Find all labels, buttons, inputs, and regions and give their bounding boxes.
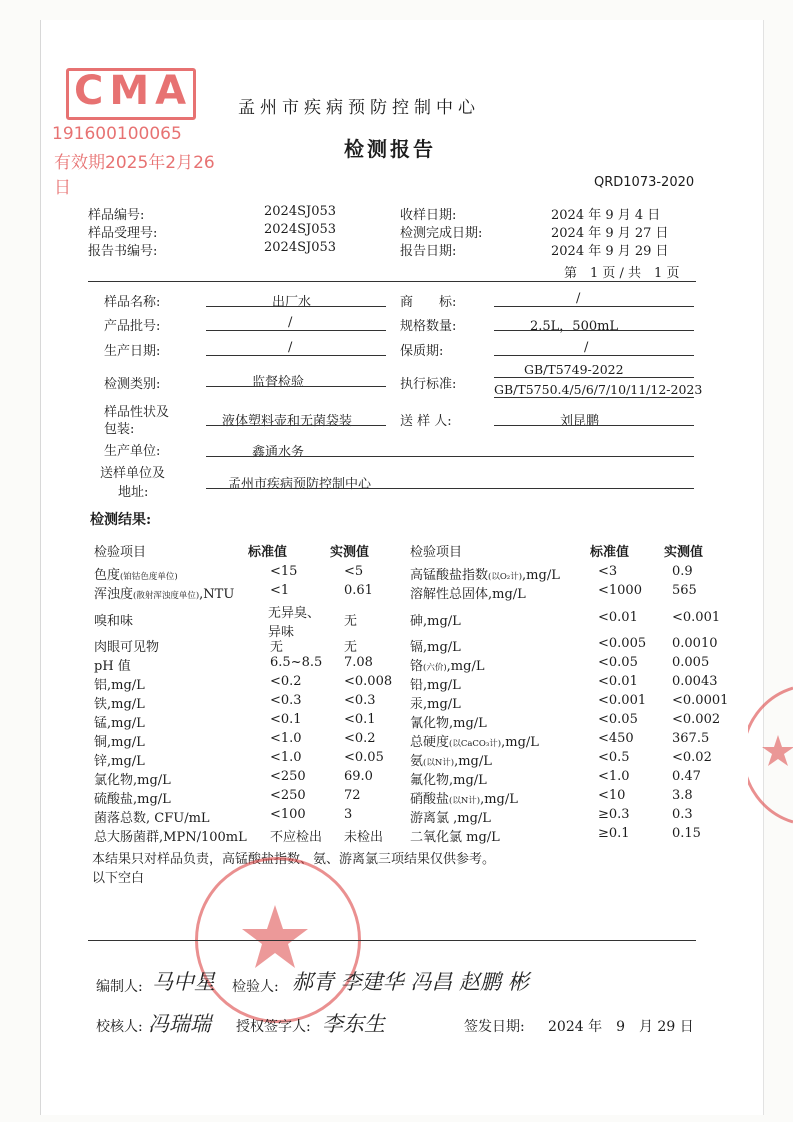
item-name: 锌,mg/L xyxy=(94,754,145,769)
batch-underline xyxy=(206,330,386,331)
name-value: 出厂水 xyxy=(272,295,312,310)
item-left xyxy=(94,693,145,712)
item-name: 硫酸盐,mg/L xyxy=(94,792,171,807)
item-right xyxy=(410,788,518,807)
measured-value: 7.08 xyxy=(344,655,373,670)
header-val-left: 实测值 xyxy=(330,545,370,560)
item-name: 嗅和味 xyxy=(94,614,134,629)
item-left xyxy=(94,807,210,826)
name-underline xyxy=(206,306,386,307)
measured-value: 0.0010 xyxy=(672,636,718,651)
item-note: (散射浑浊度单位) xyxy=(133,591,200,601)
report-no: 2024SJ053 xyxy=(264,240,337,255)
spec-underline xyxy=(494,330,694,331)
standard-value: ≥0.1 xyxy=(598,826,630,841)
pack-label-2: 包装: xyxy=(104,422,135,437)
accept-no: 2024SJ053 xyxy=(264,222,337,237)
header-val-right: 实测值 xyxy=(664,545,704,560)
item-right xyxy=(410,826,500,845)
standard-value: ≥0.3 xyxy=(598,807,630,822)
item-name: 氰化物,mg/L xyxy=(410,716,487,731)
results-title: 检测结果: xyxy=(90,512,152,528)
item-unit: ,mg/L xyxy=(446,659,485,674)
type-value: 监督检验 xyxy=(252,375,305,390)
header-item-right: 检验项目 xyxy=(410,545,463,560)
item-left xyxy=(94,712,145,731)
item-name: 高锰酸盐指数 xyxy=(410,568,489,583)
standard-value: <10 xyxy=(598,788,626,803)
item-name: 浑浊度 xyxy=(94,587,134,602)
spec-label: 规格数量: xyxy=(400,319,457,334)
item-name: 总大肠菌群,MPN/100mL xyxy=(94,830,247,845)
item-right xyxy=(410,655,484,674)
shelf-underline xyxy=(494,355,694,356)
standard-value: <0.5 xyxy=(598,750,630,765)
item-note: (铂钴色度单位) xyxy=(120,572,178,582)
standard-value-line: 异味 xyxy=(268,625,295,640)
item-name: 铬 xyxy=(410,659,424,674)
standard-value: <1.0 xyxy=(270,731,302,746)
divider-top xyxy=(88,281,696,282)
item-unit: ,NTU xyxy=(199,587,235,602)
standard-value: <0.2 xyxy=(270,674,302,689)
name-label: 样品名称: xyxy=(104,295,161,310)
standard-value: <250 xyxy=(270,769,306,784)
measured-value: <0.002 xyxy=(672,712,721,727)
standard-value-line: 无异臭、 xyxy=(268,606,321,621)
brand-underline xyxy=(494,306,694,307)
finish-date-label: 检测完成日期: xyxy=(400,226,483,241)
item-name: 铁,mg/L xyxy=(94,697,145,712)
item-name: 溶解性总固体,mg/L xyxy=(410,587,526,602)
item-name: 铜,mg/L xyxy=(94,735,145,750)
measured-value: <5 xyxy=(344,564,364,579)
standard-value: <100 xyxy=(270,807,306,822)
item-right xyxy=(410,610,461,629)
report-date-label: 报告日期: xyxy=(400,244,457,259)
standard-value: 不应检出 xyxy=(270,830,323,845)
measured-value: 0.61 xyxy=(344,583,373,598)
producer-label: 生产单位: xyxy=(104,444,161,459)
tester-label: 检验人: xyxy=(232,979,279,995)
side-seal xyxy=(748,680,793,830)
prod-date-underline xyxy=(206,355,386,356)
pack-value: 液体塑料壶和无菌袋装 xyxy=(222,414,353,429)
item-left xyxy=(94,610,133,629)
item-unit: ,mg/L xyxy=(480,792,518,807)
item-name: 氯化物,mg/L xyxy=(94,773,171,788)
header-std-left: 标准值 xyxy=(248,545,288,560)
cma-number: 191600100065 xyxy=(52,124,182,144)
type-underline xyxy=(206,386,386,387)
measured-value: <0.008 xyxy=(344,674,393,689)
shelf-label: 保质期: xyxy=(400,344,444,359)
shelf-value: / xyxy=(584,340,589,355)
divider-bottom xyxy=(88,940,696,941)
item-right xyxy=(410,712,487,731)
measured-value: 未检出 xyxy=(344,830,384,845)
item-note: (六价) xyxy=(423,663,447,673)
item-name: 肉眼可见物 xyxy=(94,640,160,655)
item-right xyxy=(410,583,526,602)
item-right xyxy=(410,564,560,583)
cma-stamp xyxy=(52,62,220,198)
measured-value: 无 xyxy=(344,614,358,629)
measured-value: <0.02 xyxy=(672,750,712,765)
item-name: 氟化物,mg/L xyxy=(410,773,487,788)
standard-1: GB/T5749-2022 xyxy=(524,362,624,377)
item-right xyxy=(410,769,487,788)
item-note: (以N计) xyxy=(423,758,455,768)
cma-valid-date: 有效期2025年2月26日 xyxy=(54,153,215,198)
standard-value: <0.05 xyxy=(598,655,638,670)
item-right xyxy=(410,807,491,826)
batch-label: 产品批号: xyxy=(104,319,161,334)
item-unit: ,mg/L xyxy=(522,568,560,583)
item-left xyxy=(94,788,171,807)
measured-value: 0.005 xyxy=(672,655,710,670)
type-label: 检测类别: xyxy=(104,377,161,392)
editor-label: 编制人: xyxy=(96,979,143,995)
item-right xyxy=(410,750,492,769)
measured-value: 3.8 xyxy=(672,788,693,803)
item-name: 二氧化氯 mg/L xyxy=(410,830,500,845)
standard-value: <0.001 xyxy=(598,693,647,708)
item-name: 游离氯 ,mg/L xyxy=(410,811,491,826)
standard-value: <0.3 xyxy=(270,693,302,708)
accept-no-label: 样品受理号: xyxy=(88,226,158,241)
prod-date-value: / xyxy=(288,340,293,355)
measured-value: 367.5 xyxy=(672,731,710,746)
standard-value: <3 xyxy=(598,564,618,579)
measured-value: <0.05 xyxy=(344,750,384,765)
standard-value: <250 xyxy=(270,788,306,803)
measured-value: <0.3 xyxy=(344,693,376,708)
item-left xyxy=(94,636,159,655)
sender-label: 送 样 人: xyxy=(400,414,452,429)
batch-value: / xyxy=(288,315,293,330)
brand-value: / xyxy=(576,291,581,306)
receive-date-label: 收样日期: xyxy=(400,208,457,223)
checker-label: 校核人: xyxy=(96,1019,143,1035)
item-name: 菌落总数, CFU/mL xyxy=(94,811,210,826)
sample-no-label: 样品编号: xyxy=(88,208,145,223)
tester-signature: 郝青 李建华 冯昌 赵鹏 彬 xyxy=(292,970,529,994)
measured-value: 无 xyxy=(344,640,358,655)
measured-value: 72 xyxy=(344,788,361,803)
standard-value: <0.05 xyxy=(598,712,638,727)
item-right xyxy=(410,693,461,712)
standard-value: 6.5~8.5 xyxy=(270,655,323,670)
auth-signature: 李东生 xyxy=(322,1012,385,1036)
unit-value: 孟州市疾病预防控制中心 xyxy=(228,477,372,492)
report-no-label: 报告书编号: xyxy=(88,244,158,259)
standard-value: <0.1 xyxy=(270,712,302,727)
item-name: 铝,mg/L xyxy=(94,678,145,693)
checker-signature: 冯瑞瑞 xyxy=(148,1012,211,1036)
standard-value: <1000 xyxy=(598,583,642,598)
item-name: 铅,mg/L xyxy=(410,678,461,693)
standard-value: 无 xyxy=(270,640,284,655)
item-right xyxy=(410,731,539,750)
standard-value: <1.0 xyxy=(598,769,630,784)
standard-2: GB/T5750.4/5/6/7/10/11/12-2023 xyxy=(494,382,703,397)
item-name: 总硬度 xyxy=(410,735,450,750)
auth-label: 授权签字人: xyxy=(236,1019,311,1035)
item-name: 硝酸盐 xyxy=(410,792,450,807)
producer-value: 鑫通水务 xyxy=(252,445,305,460)
item-unit: ,mg/L xyxy=(501,735,539,750)
standard-value: <15 xyxy=(270,564,298,579)
item-name: 色度 xyxy=(94,568,121,583)
issue-label: 签发日期: xyxy=(464,1019,525,1035)
unit-underline xyxy=(206,488,694,489)
measured-value: 69.0 xyxy=(344,769,373,784)
item-note: (以O₂计) xyxy=(488,572,523,582)
standard-label: 执行标准: xyxy=(400,377,457,392)
measured-value: 0.0043 xyxy=(672,674,718,689)
standard-underline-1 xyxy=(494,377,694,378)
pack-label-1: 样品性状及 xyxy=(104,405,170,420)
finish-date: 2024 年 9 月 27 日 xyxy=(551,226,669,241)
standard-value: <0.01 xyxy=(598,610,638,625)
standard-value-multiline xyxy=(268,602,320,640)
item-note: (以CaCO₃计) xyxy=(449,739,502,749)
org-title: 孟州市疾病预防控制中心 xyxy=(238,98,480,118)
issue-date: 2024 年 9 月 29 日 xyxy=(548,1019,694,1035)
item-name: pH 值 xyxy=(94,659,131,674)
measured-value: 565 xyxy=(672,583,697,598)
item-left xyxy=(94,564,178,583)
report-date: 2024 年 9 月 29 日 xyxy=(551,244,669,259)
standard-value: <450 xyxy=(598,731,634,746)
standard-value: <0.005 xyxy=(598,636,647,651)
header-item-left: 检验项目 xyxy=(94,545,147,560)
brand-label: 商 标: xyxy=(400,295,457,310)
report-title: 检测报告 xyxy=(344,137,436,161)
editor-signature: 马中星 xyxy=(152,970,215,994)
measured-value: <0.2 xyxy=(344,731,376,746)
measured-value: <0.1 xyxy=(344,712,376,727)
measured-value: 0.3 xyxy=(672,807,693,822)
item-unit: ,mg/L xyxy=(454,754,492,769)
standard-value: <1 xyxy=(270,583,290,598)
measured-value: 0.9 xyxy=(672,564,693,579)
item-left xyxy=(94,655,131,674)
receive-date: 2024 年 9 月 4 日 xyxy=(551,208,661,223)
item-left xyxy=(94,769,171,788)
standard-underline-2 xyxy=(494,397,694,398)
item-name: 砷,mg/L xyxy=(410,614,461,629)
item-left xyxy=(94,731,145,750)
item-note: (以N计) xyxy=(449,796,481,806)
measured-value: 0.47 xyxy=(672,769,701,784)
results-note: 本结果只对样品负责，高锰酸盐指数、氨、游离氯三项结果仅供参考。 xyxy=(92,852,496,867)
item-name: 氨 xyxy=(410,754,424,769)
measured-value: <0.0001 xyxy=(672,693,729,708)
item-left xyxy=(94,826,247,845)
item-right xyxy=(410,674,461,693)
sample-no: 2024SJ053 xyxy=(264,204,337,219)
results-blank: 以下空白 xyxy=(92,871,145,886)
header-std-right: 标准值 xyxy=(590,545,630,560)
item-left xyxy=(94,583,234,602)
spec-value: 2.5L，500mL xyxy=(530,319,619,334)
sender-value: 刘昆鹏 xyxy=(560,414,600,429)
item-name: 锰,mg/L xyxy=(94,716,145,731)
producer-underline xyxy=(206,456,694,457)
form-code: QRD1073-2020 xyxy=(594,175,695,190)
unit-label-1: 送样单位及 xyxy=(100,466,166,481)
item-left xyxy=(94,750,145,769)
standard-value: <1.0 xyxy=(270,750,302,765)
standard-value: <0.01 xyxy=(598,674,638,689)
measured-value: 0.15 xyxy=(672,826,701,841)
item-name: 镉,mg/L xyxy=(410,640,461,655)
pack-underline xyxy=(206,425,386,426)
prod-date-label: 生产日期: xyxy=(104,344,161,359)
page-number: 第 1 页 / 共 1 页 xyxy=(564,266,680,281)
cma-mark: CMA xyxy=(74,68,193,114)
side-seal-icon xyxy=(748,680,793,830)
measured-value: 3 xyxy=(344,807,353,822)
item-right xyxy=(410,636,461,655)
measured-value: <0.001 xyxy=(672,610,721,625)
unit-label-2: 地址: xyxy=(118,485,149,500)
item-left xyxy=(94,674,145,693)
sender-underline xyxy=(494,425,694,426)
item-name: 汞,mg/L xyxy=(410,697,461,712)
